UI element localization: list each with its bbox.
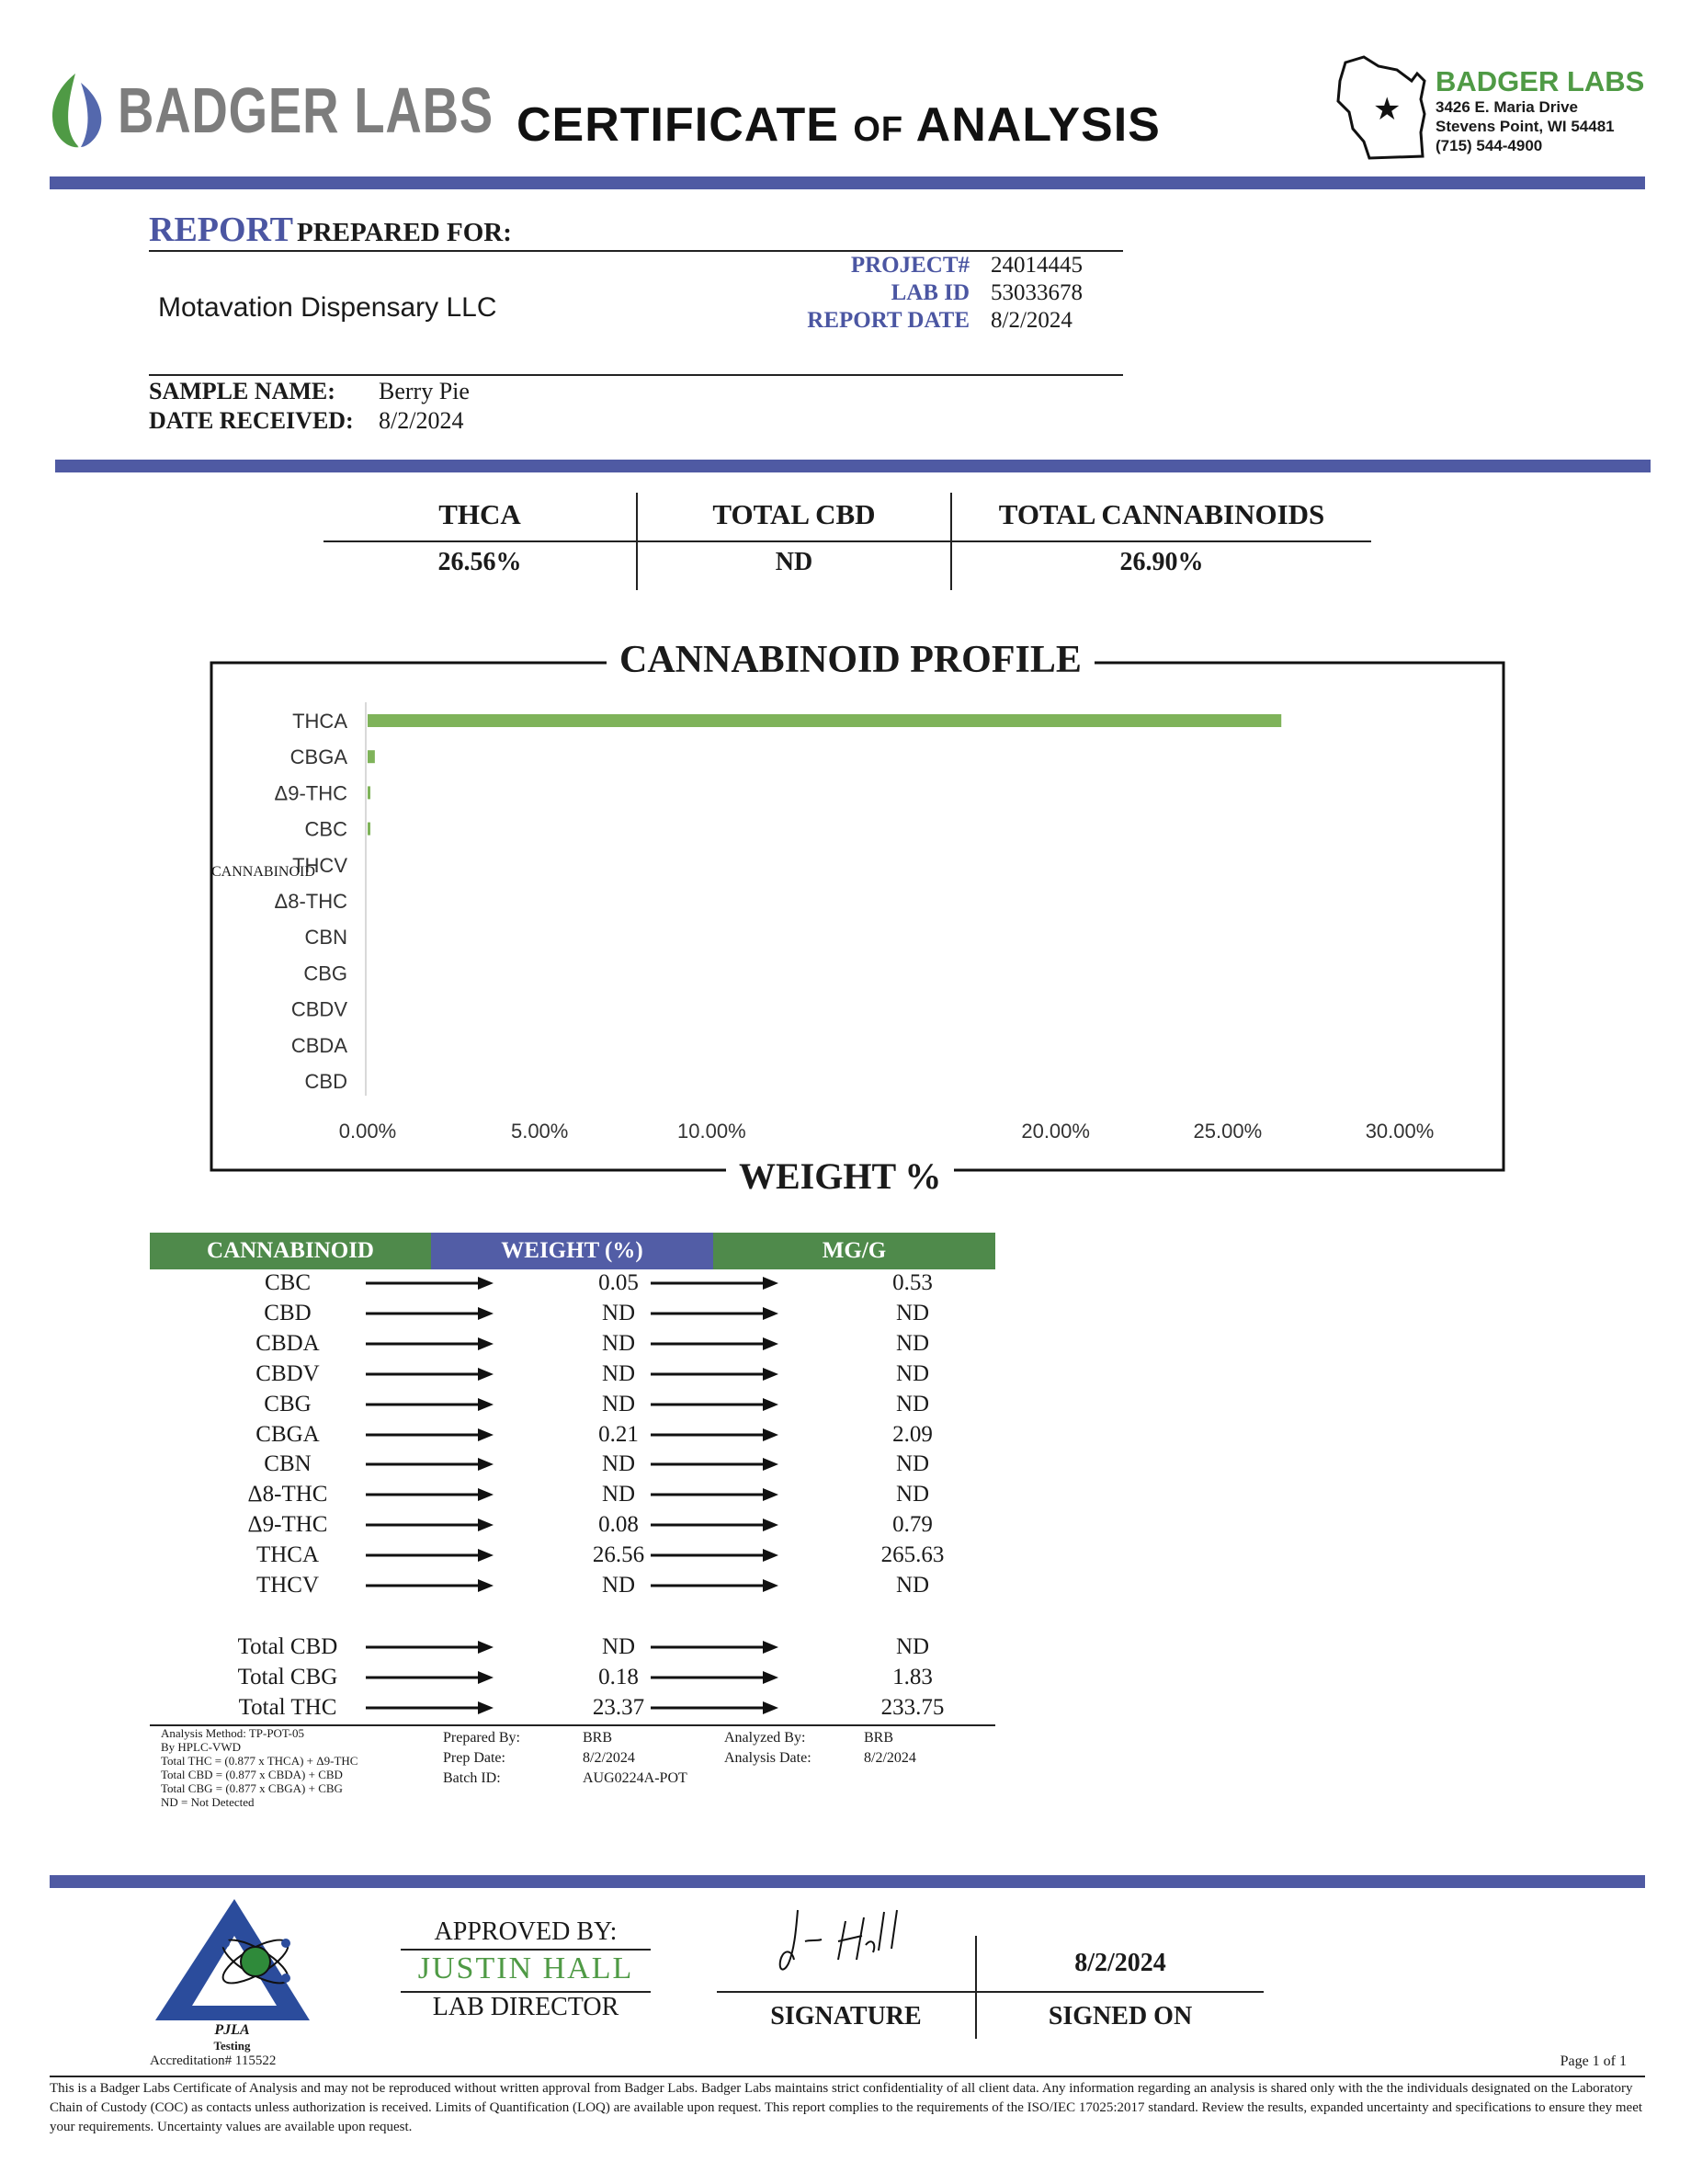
brand-name: BADGER LABS bbox=[118, 74, 494, 146]
signed-on-label: SIGNED ON bbox=[1048, 2002, 1193, 2030]
batch-value: AUG0224A-POT bbox=[583, 1770, 687, 1786]
approval-block bbox=[401, 1916, 651, 2026]
labid-label: LAB ID bbox=[891, 280, 970, 305]
y-tick-label: THCV bbox=[292, 853, 347, 877]
weight-value: ND bbox=[601, 1330, 636, 1356]
signed-date: 8/2/2024 bbox=[1074, 1949, 1166, 1977]
total-row bbox=[150, 1634, 995, 1665]
table-row bbox=[150, 1331, 995, 1361]
cannabinoid-name: CBGA bbox=[255, 1421, 320, 1447]
report-heading-rest: PREPARED FOR: bbox=[297, 218, 512, 247]
mgg-value: ND bbox=[895, 1451, 930, 1477]
arrow-icon bbox=[366, 1426, 494, 1444]
cannabinoid-name: THCA bbox=[255, 1542, 320, 1568]
cannabinoid-name: Total CBG bbox=[237, 1664, 338, 1689]
analyzed-by-label: Analyzed By: bbox=[724, 1730, 806, 1746]
approved-rule-top bbox=[401, 1949, 651, 1951]
signature-mark bbox=[770, 1905, 936, 1987]
summary-table bbox=[323, 493, 1371, 590]
mgg-value: 265.63 bbox=[880, 1542, 945, 1568]
report-heading bbox=[149, 210, 512, 250]
cannabinoid-name: CBC bbox=[264, 1270, 312, 1295]
arrow-icon bbox=[366, 1576, 494, 1595]
col-weight-header: WEIGHT (%) bbox=[431, 1233, 713, 1269]
weight-value: ND bbox=[601, 1360, 636, 1386]
arrow-icon bbox=[651, 1395, 779, 1414]
weight-value: ND bbox=[601, 1482, 636, 1507]
cannabinoid-name: CBG bbox=[264, 1391, 312, 1416]
y-tick-label: Δ8-THC bbox=[274, 890, 347, 913]
results-table-header bbox=[150, 1233, 995, 1269]
col-cannabinoid-header: CANNABINOID bbox=[150, 1233, 431, 1269]
cannabinoid-name: Δ9-THC bbox=[247, 1512, 328, 1538]
mgg-value: ND bbox=[895, 1360, 930, 1386]
chart-frame bbox=[211, 663, 1504, 1170]
method-line: Analysis Method: TP-POT-05 bbox=[161, 1726, 305, 1740]
table-row bbox=[150, 1361, 995, 1392]
arrow-icon bbox=[651, 1699, 779, 1717]
arrow-icon bbox=[651, 1426, 779, 1444]
weight-value: ND bbox=[601, 1451, 636, 1477]
y-tick-label: Δ9-THC bbox=[274, 781, 347, 805]
cannabinoid-name: CBDV bbox=[255, 1360, 320, 1386]
mgg-value: 0.79 bbox=[892, 1512, 933, 1538]
weight-value: 0.08 bbox=[598, 1512, 639, 1538]
report-date-label: REPORT DATE bbox=[807, 308, 970, 333]
analysis-info bbox=[724, 1728, 916, 1769]
disclaimer-rule bbox=[50, 2076, 1645, 2077]
arrow-icon bbox=[651, 1638, 779, 1656]
x-tick-label: 25.00% bbox=[1193, 1120, 1263, 1143]
phone: (715) 544-4900 bbox=[1436, 137, 1543, 154]
arrow-icon bbox=[651, 1335, 779, 1353]
approved-by-label: APPROVED BY: bbox=[434, 1917, 618, 1946]
method-line: By HPLC-VWD bbox=[161, 1740, 242, 1754]
received-label: DATE RECEIVED: bbox=[149, 407, 354, 434]
sample-value: Berry Pie bbox=[379, 378, 470, 404]
sample-label: SAMPLE NAME: bbox=[149, 378, 335, 404]
header-divider bbox=[50, 176, 1645, 189]
chart-xlabel: WEIGHT % bbox=[726, 1155, 954, 1198]
title-word-certificate: CERTIFICATE bbox=[516, 98, 839, 152]
x-tick-label: 10.00% bbox=[677, 1120, 746, 1143]
address-line1: 3426 E. Maria Drive bbox=[1436, 98, 1578, 116]
summary-total-value: 26.90% bbox=[1119, 548, 1204, 576]
y-tick-label: CBC bbox=[304, 817, 347, 841]
mgg-value: 1.83 bbox=[892, 1664, 933, 1689]
pjla-name: PJLA bbox=[214, 2022, 250, 2038]
y-tick-label: THCA bbox=[292, 710, 347, 733]
signature-rule bbox=[717, 1991, 1264, 1993]
wisconsin-map-icon bbox=[1333, 53, 1436, 164]
prep-date-label: Prep Date: bbox=[443, 1750, 505, 1766]
analysis-date-value: 8/2/2024 bbox=[864, 1750, 916, 1766]
page-number: Page 1 of 1 bbox=[1560, 2053, 1627, 2069]
table-row bbox=[150, 1573, 995, 1603]
labid-value: 53033678 bbox=[991, 280, 1083, 305]
report-heading-word: REPORT bbox=[149, 210, 294, 249]
mgg-value: ND bbox=[895, 1482, 930, 1507]
x-tick-label: 20.00% bbox=[1021, 1120, 1090, 1143]
arrow-icon bbox=[366, 1365, 494, 1383]
arrow-icon bbox=[651, 1455, 779, 1473]
total-row bbox=[150, 1665, 995, 1695]
received-value: 8/2/2024 bbox=[379, 407, 464, 434]
report-meta bbox=[698, 252, 1158, 335]
y-tick-label: CBDV bbox=[290, 997, 347, 1021]
mgg-value: 233.75 bbox=[880, 1694, 945, 1720]
y-tick-label: CBG bbox=[303, 961, 347, 985]
table-row bbox=[150, 1451, 995, 1482]
signature-label: SIGNATURE bbox=[770, 2002, 922, 2030]
svg-text:★: ★ bbox=[1373, 91, 1402, 128]
weight-value: 0.18 bbox=[598, 1664, 639, 1689]
cannabinoid-name: CBD bbox=[264, 1300, 312, 1325]
cannabinoid-name: Total THC bbox=[238, 1694, 337, 1720]
summary-divider-1 bbox=[636, 493, 638, 590]
arrow-icon bbox=[651, 1546, 779, 1564]
summary-rule bbox=[323, 540, 1371, 542]
approver-name: JUSTIN HALL bbox=[417, 1951, 634, 1985]
mgg-value: ND bbox=[895, 1330, 930, 1356]
cannabinoid-name: Δ8-THC bbox=[247, 1482, 328, 1507]
summary-total-label: TOTAL CANNABINOIDS bbox=[998, 498, 1325, 530]
pjla-logo bbox=[152, 1895, 312, 2052]
lab-name: BADGER LABS bbox=[1436, 65, 1645, 97]
method-line: Total CBD = (0.877 x CBDA) + CBD bbox=[161, 1768, 343, 1781]
arrow-icon bbox=[366, 1274, 494, 1292]
analyzed-by-value: BRB bbox=[864, 1730, 894, 1746]
y-tick-label: CBGA bbox=[289, 745, 347, 769]
batch-label: Batch ID: bbox=[443, 1770, 501, 1786]
arrow-icon bbox=[366, 1304, 494, 1323]
pjla-sub: Testing bbox=[213, 2039, 251, 2053]
cannabinoid-name: THCV bbox=[255, 1573, 320, 1598]
method-notes bbox=[161, 1726, 357, 1809]
mgg-value: ND bbox=[895, 1391, 930, 1416]
accreditation: Accreditation# 115522 bbox=[150, 2053, 277, 2068]
client-name: Motavation Dispensary LLC bbox=[158, 292, 497, 323]
weight-value: 26.56 bbox=[592, 1542, 645, 1568]
project-label: PROJECT# bbox=[850, 253, 970, 278]
table-row bbox=[150, 1422, 995, 1452]
col-mgg-header: MG/G bbox=[713, 1233, 995, 1269]
arrow-icon bbox=[651, 1668, 779, 1687]
x-tick-label: 30.00% bbox=[1365, 1120, 1435, 1143]
table-row bbox=[150, 1512, 995, 1542]
mgg-value: ND bbox=[895, 1573, 930, 1598]
title-word-analysis: ANALYSIS bbox=[915, 98, 1161, 152]
bar-CBC bbox=[368, 823, 370, 836]
report-meta-rule bbox=[149, 374, 1123, 376]
summary-cbd-value: ND bbox=[775, 548, 813, 576]
arrow-icon bbox=[366, 1455, 494, 1473]
weight-value: 23.37 bbox=[592, 1694, 645, 1720]
prepared-by-label: Prepared By: bbox=[443, 1730, 520, 1746]
mgg-value: ND bbox=[895, 1634, 930, 1659]
weight-value: 0.05 bbox=[598, 1270, 639, 1295]
arrow-icon bbox=[366, 1516, 494, 1534]
arrow-icon bbox=[366, 1485, 494, 1504]
prepared-by-value: BRB bbox=[583, 1730, 613, 1746]
arrow-icon bbox=[366, 1668, 494, 1687]
mgg-value: 2.09 bbox=[892, 1421, 933, 1447]
table-row bbox=[150, 1542, 995, 1573]
summary-divider bbox=[55, 460, 1651, 472]
y-tick-label: CBN bbox=[304, 926, 347, 950]
prep-info bbox=[443, 1728, 687, 1789]
table-row bbox=[150, 1270, 995, 1301]
summary-cbd-label: TOTAL CBD bbox=[712, 498, 876, 530]
x-tick-label: 5.00% bbox=[510, 1120, 569, 1143]
weight-value: ND bbox=[601, 1391, 636, 1416]
bar-Δ9-THC bbox=[368, 786, 370, 799]
sample-block bbox=[149, 377, 470, 436]
approver-title: LAB DIRECTOR bbox=[432, 1993, 619, 2021]
mgg-value: ND bbox=[895, 1300, 930, 1325]
method-line: ND = Not Detected bbox=[161, 1795, 255, 1809]
arrow-icon bbox=[366, 1699, 494, 1717]
weight-value: ND bbox=[601, 1573, 636, 1598]
method-line: Total CBG = (0.877 x CBGA) + CBG bbox=[161, 1781, 343, 1795]
pjla-triangle-icon bbox=[152, 1895, 312, 2024]
mgg-value: 0.53 bbox=[892, 1270, 933, 1295]
arrow-icon bbox=[651, 1516, 779, 1534]
cannabinoid-profile-chart bbox=[210, 640, 1515, 1182]
leaf-icon bbox=[48, 70, 108, 151]
brand-logo bbox=[48, 70, 494, 153]
chart-title: CANNABINOID PROFILE bbox=[607, 638, 1095, 682]
y-tick-label: CBDA bbox=[290, 1033, 347, 1057]
approved-rule-bottom bbox=[401, 1991, 651, 1993]
arrow-icon bbox=[651, 1274, 779, 1292]
arrow-icon bbox=[366, 1638, 494, 1656]
table-row bbox=[150, 1482, 995, 1512]
arrow-icon bbox=[651, 1576, 779, 1595]
summary-thca-value: 26.56% bbox=[437, 548, 522, 576]
total-row bbox=[150, 1695, 995, 1725]
x-tick-label: 0.00% bbox=[338, 1120, 397, 1143]
weight-value: ND bbox=[601, 1300, 636, 1325]
cannabinoid-name: Total CBD bbox=[237, 1634, 338, 1659]
address-line2: Stevens Point, WI 54481 bbox=[1436, 118, 1615, 135]
bar-THCA bbox=[368, 714, 1281, 727]
weight-value: 0.21 bbox=[598, 1421, 639, 1447]
lab-address-block bbox=[1436, 66, 1684, 155]
analysis-date-label: Analysis Date: bbox=[724, 1750, 811, 1766]
arrow-icon bbox=[366, 1395, 494, 1414]
bar-CBGA bbox=[368, 750, 375, 763]
y-tick-label: CBD bbox=[304, 1070, 347, 1093]
summary-thca-label: THCA bbox=[438, 498, 521, 530]
footer-divider bbox=[50, 1875, 1645, 1888]
disclaimer: This is a Badger Labs Certificate of Analysis and may not be reproduced without written approval from Badger Labs. Badger Labs maintains strict confidentiality of all client data. Any information regarding an analysis is shared only with the the individuals designated on the Laboratory Chain of Custody (COC) as contacts unless authorization is received. Limits of Quantification (LOQ) are available upon request. This report complies to the requirements of the ISO/IEC 17025:2017 standard. Review the results, expanded uncertainty and specifications to ensure they meet your requirements. Uncertainty values are available upon request. bbox=[50, 2081, 1643, 2134]
summary-divider-2 bbox=[950, 493, 952, 590]
arrow-icon bbox=[651, 1365, 779, 1383]
report-date-value: 8/2/2024 bbox=[991, 308, 1072, 333]
document-title bbox=[516, 97, 1161, 153]
cannabinoid-name: CBDA bbox=[255, 1330, 320, 1356]
method-line: Total THC = (0.877 x THCA) + Δ9-THC bbox=[161, 1754, 358, 1768]
arrow-icon bbox=[651, 1304, 779, 1323]
table-row bbox=[150, 1392, 995, 1422]
cannabinoid-name: CBN bbox=[264, 1451, 312, 1477]
title-word-of: OF bbox=[853, 110, 904, 149]
table-row bbox=[150, 1301, 995, 1331]
arrow-icon bbox=[366, 1335, 494, 1353]
project-value: 24014445 bbox=[991, 253, 1083, 278]
weight-value: ND bbox=[601, 1634, 636, 1659]
arrow-icon bbox=[366, 1546, 494, 1564]
prep-date-value: 8/2/2024 bbox=[583, 1750, 635, 1766]
arrow-icon bbox=[651, 1485, 779, 1504]
